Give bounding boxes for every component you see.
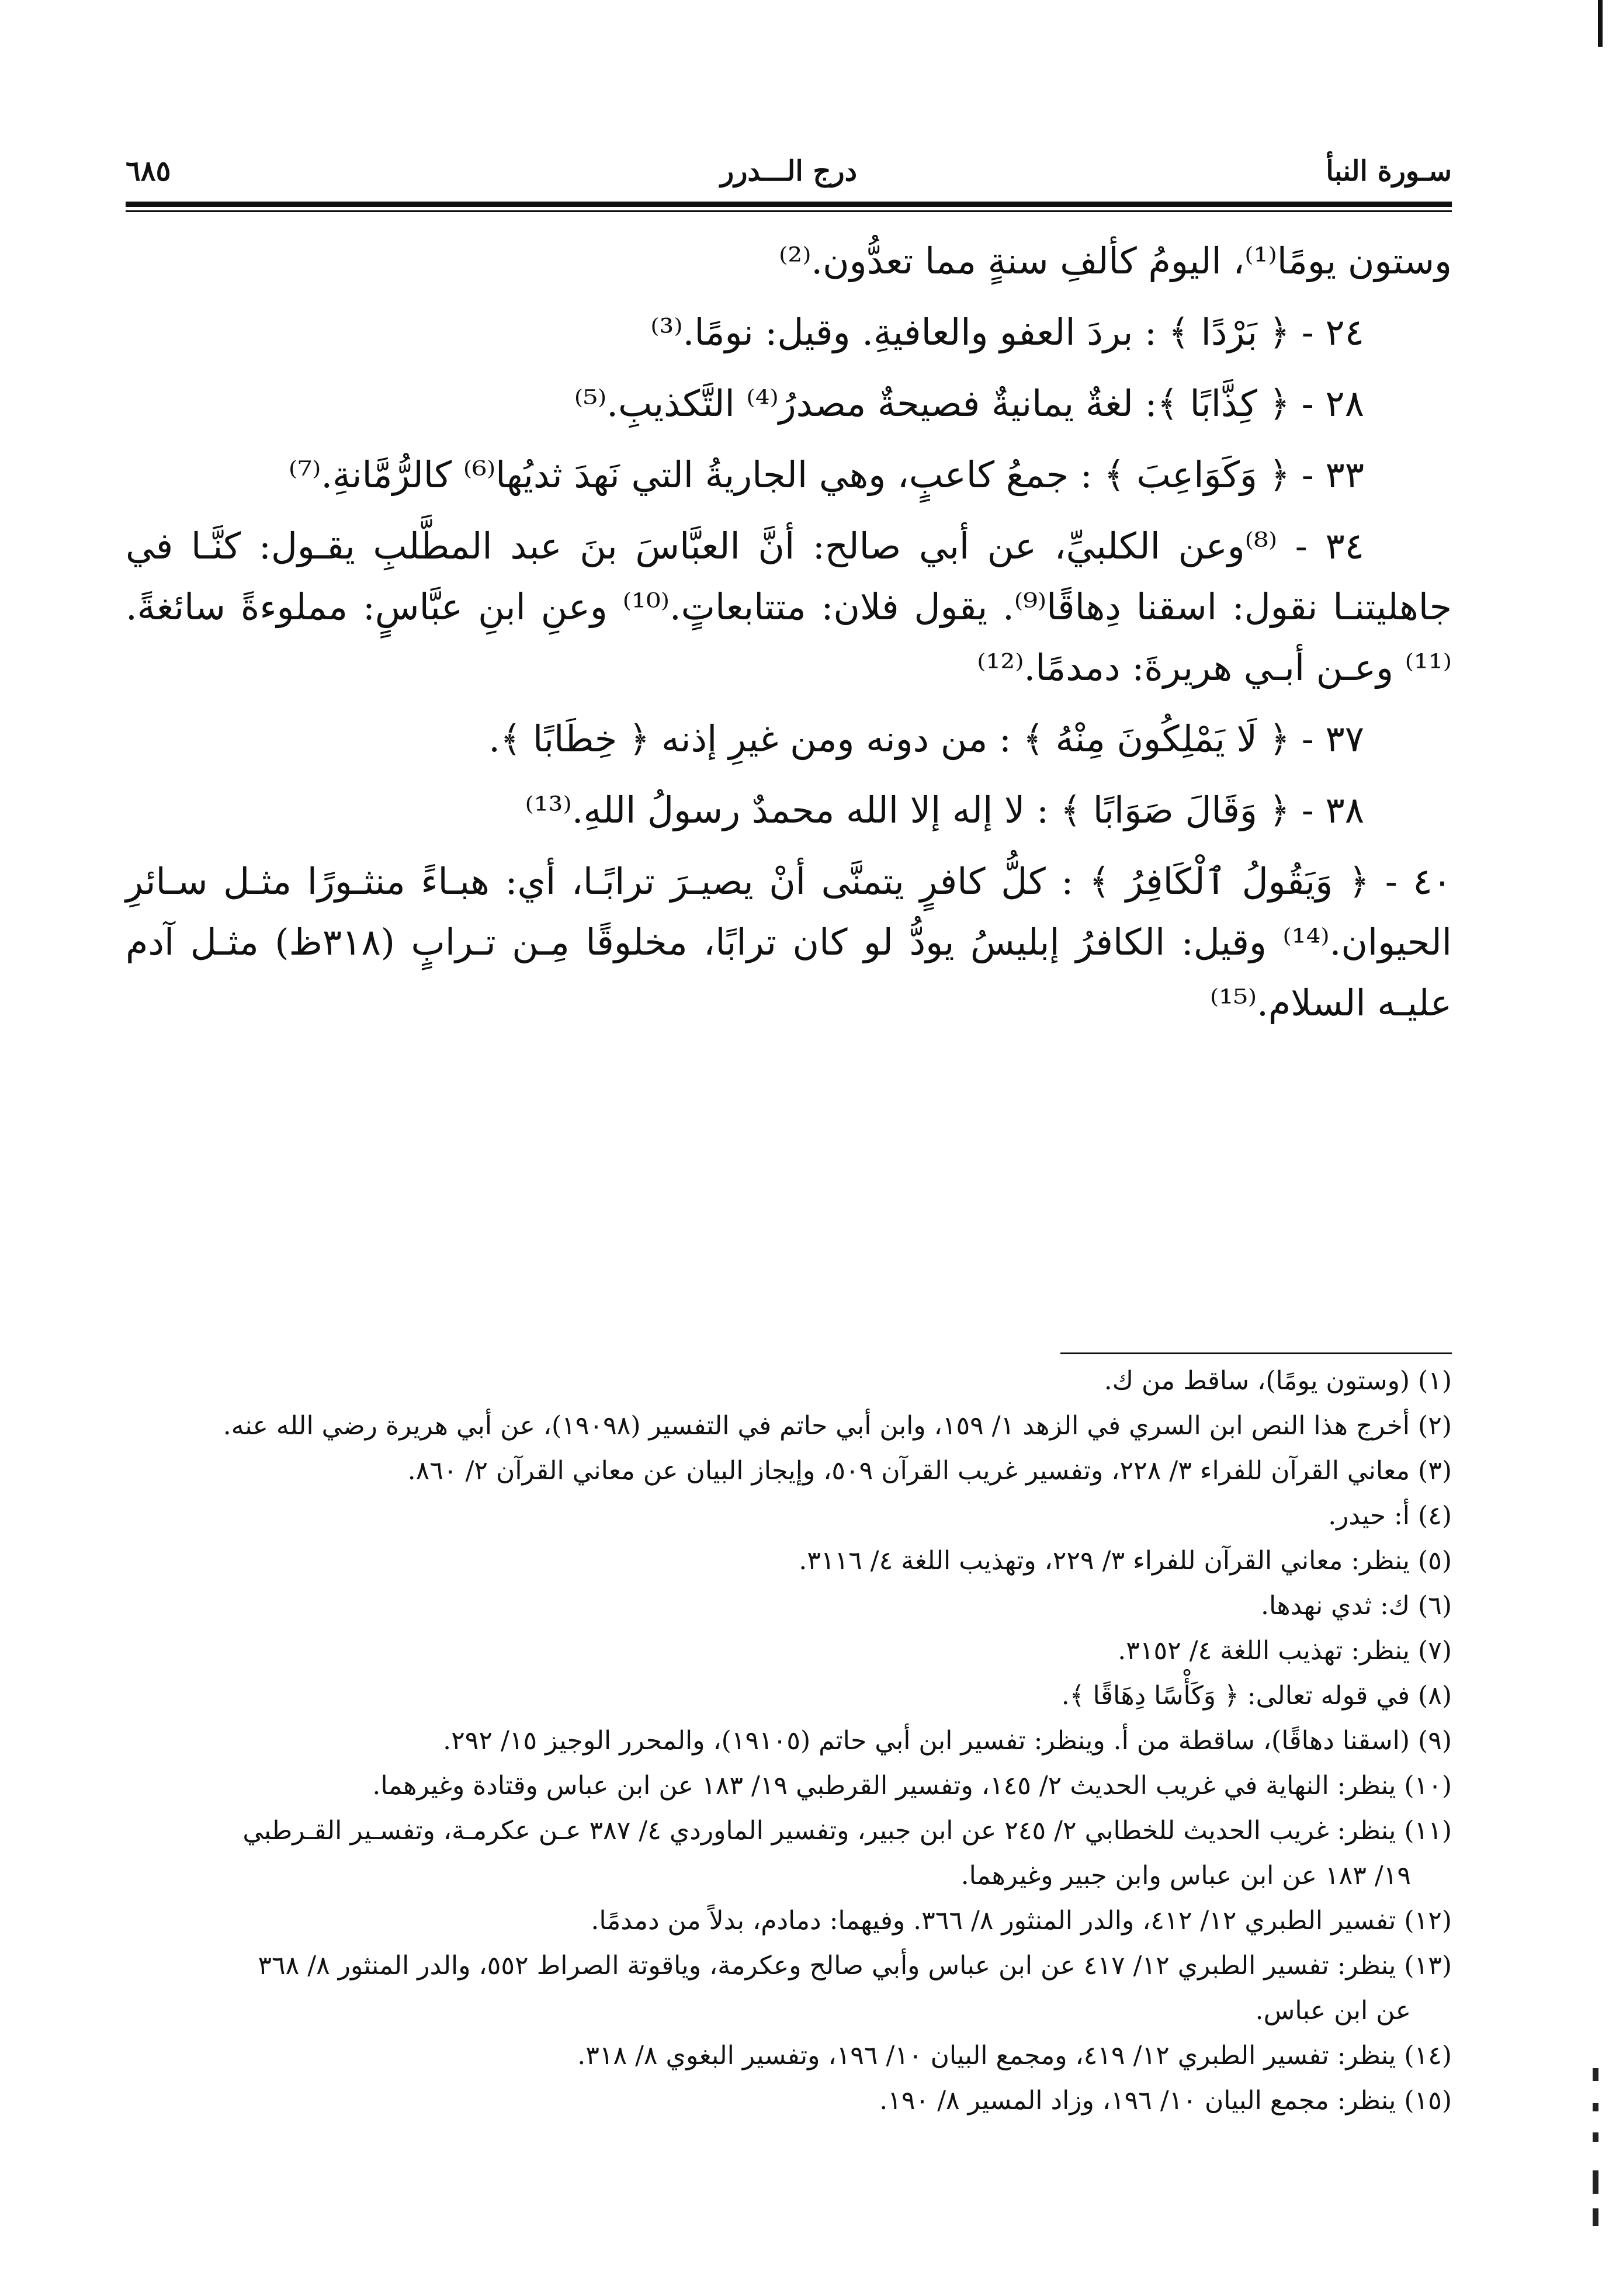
footnote-2: (٢) أخرج هذا النص ابن السري في الزهد ١/ ١٥٩، وابن أبي حاتم في التفسير (١٩٠٩٨)، عن أبي هريرة رضي الله عنه. xyxy=(223,1411,1452,1441)
footnote-4: (٤) أ: حيدر. xyxy=(1328,1501,1452,1531)
verse-28-gloss: ٢٨ - ﴿ كِذَّابًا ﴾: لغةٌ يمانيةٌ فصيحةٌ مصدرُ⁽⁴⁾ التَّكذيبِ.⁽⁵⁾ xyxy=(574,382,1364,425)
footnote-13-continuation: عن ابن عباس. xyxy=(1255,1996,1411,2026)
footnote-13 xyxy=(126,1943,1452,2033)
footnote-5: (٥) ينظر: معاني القرآن للفراء ٣/ ٢٢٩، وتهذيب اللغة ٤/ ٣١١٦. xyxy=(799,1546,1452,1576)
verse-37-gloss: ٣٧ - ﴿ لَا يَمْلِكُونَ مِنْهُ ﴾ : من دونه ومن غيرِ إذنه ﴿ خِطَابًا ﴾. xyxy=(488,717,1364,760)
scan-margin-marks xyxy=(1590,2068,1602,2232)
main-text xyxy=(126,231,1452,1044)
paragraph-continuation: وستون يومًا⁽¹⁾، اليومُ كألفِ سنةٍ مما تعدُّون.⁽²⁾ xyxy=(779,240,1452,282)
book-title: درج الـــدرر xyxy=(720,155,857,188)
verse-38-gloss: ٣٨ - ﴿ وَقَالَ صَوَابًا ﴾ : لا إله إلا الله محمدٌ رسولُ اللهِ.⁽¹³⁾ xyxy=(525,789,1364,831)
footnote-11 xyxy=(126,1808,1452,1898)
verse-24-gloss: ٢٤ - ﴿ بَرْدًا ﴾ : بردَ العفو والعافيةِ. وقيل: نومًا.⁽³⁾ xyxy=(650,311,1364,353)
footnote-1: (١) (وستون يومًا)، ساقط من ك. xyxy=(1104,1366,1452,1396)
footnotes xyxy=(126,1358,1452,2123)
page-header xyxy=(126,155,1452,196)
footnote-13-line: (١٣) ينظر: تفسير الطبري ١٢/ ٤١٧ عن ابن عباس وأبي صالح وعكرمة، وياقوتة الصراط ٥٥٢، والدر المنثور ٨/ ٣٦٨ xyxy=(258,1951,1452,1981)
footnote-3: (٣) معاني القرآن للفراء ٣/ ٢٢٨، وتفسير غريب القرآن ٥٠٩، وإيجاز البيان عن معاني القرآن ٢/ ٨٦٠. xyxy=(407,1456,1452,1486)
footnote-7: (٧) ينظر: تهذيب اللغة ٤/ ٣١٥٢. xyxy=(1118,1636,1452,1666)
footnote-11-continuation: ١٩/ ١٨٣ عن ابن عباس وابن جبير وغيرهما. xyxy=(960,1861,1411,1891)
footnote-12: (١٢) تفسير الطبري ١٢/ ٤١٢، والدر المنثور ٨/ ٣٦٦. وفيهما: دمادم، بدلاً من دمدمًا. xyxy=(591,1906,1452,1936)
footnote-9: (٩) (اسقنا دهاقًا)، ساقطة من أ. وينظر: تفسير ابن أبي حاتم (١٩١٠٥)، والمحرر الوجيز ١٥/ ٢٩٢. xyxy=(443,1726,1452,1756)
footnote-11-line: (١١) ينظر: غريب الحديث للخطابي ٢/ ٢٤٥ عن ابن جبير، وتفسير الماوردي ٤/ ٣٨٧ عـن عكرمـة، وتفسـير القـرطبي xyxy=(242,1816,1452,1846)
header-rule-thick xyxy=(126,202,1452,207)
page-number: ٦٨٥ xyxy=(126,155,171,188)
verse-34-gloss: ٣٤ - ⁽⁸⁾وعن الكلبيِّ، عن أبي صالح: أنَّ العبَّاسَ بنَ عبد المطَّلبِ يقـول: كنَّـا في جاهليتنـا نقول: اسقنا دِهاقًا⁽⁹⁾. يقول فلان: متتابعاتٍ.⁽¹⁰⁾ وعنِ ابنِ عبَّاسٍ: مملوءةً سائغةً.⁽¹¹⁾ وعـن أبـي هريرةَ: دمدمًا.⁽¹²⁾ xyxy=(126,525,1452,689)
footnote-8: (٨) في قوله تعالى: ﴿ وَكَأْسًا دِهَاقًا ﴾. xyxy=(1061,1681,1452,1711)
footnote-15: (١٥) ينظر: مجمع البيان ١٠/ ١٩٦، وزاد المسير ٨/ ١٩٠. xyxy=(879,2086,1452,2115)
footnote-6: (٦) ك: ثدي نهدها. xyxy=(1260,1591,1452,1621)
footnote-14: (١٤) ينظر: تفسير الطبري ١٢/ ٤١٩، ومجمع البيان ١٠/ ١٩٦، وتفسير البغوي ٨/ ٣١٨. xyxy=(577,2041,1452,2070)
footnote-10: (١٠) ينظر: النهاية في غريب الحديث ٢/ ١٤٥، وتفسير القرطبي ١٩/ ١٨٣ عن ابن عباس وقتادة وغيرهما. xyxy=(372,1771,1452,1801)
verse-40-gloss: ٤٠ - ﴿ وَيَقُولُ ٱلْكَافِرُ ﴾ : كلُّ كافرٍ يتمنَّى أنْ يصيـرَ ترابًـا، أي: هبـاءً منثـورًا مثـل سـائرِ الحيوان.⁽¹⁴⁾ وقيل: الكافرُ إبليسُ يودُّ لو كان ترابًا، مخلوقًا مِـن تـرابٍ (٣١٨ظ) مثـل آدم عليـه السلام.⁽¹⁵⁾ xyxy=(126,860,1452,1024)
surah-title: سـورة النبأ xyxy=(1326,155,1452,188)
header-rule-thin xyxy=(126,210,1452,212)
footnote-separator xyxy=(1060,1352,1452,1354)
verse-33-gloss: ٣٣ - ﴿ وَكَوَاعِبَ ﴾ : جمعُ كاعبٍ، وهي الجاريةُ التي نَهدَ ثديُها⁽⁶⁾ كالرُّمَّانةِ.⁽⁷⁾ xyxy=(289,453,1364,496)
scan-edge-mark xyxy=(1598,0,1603,47)
